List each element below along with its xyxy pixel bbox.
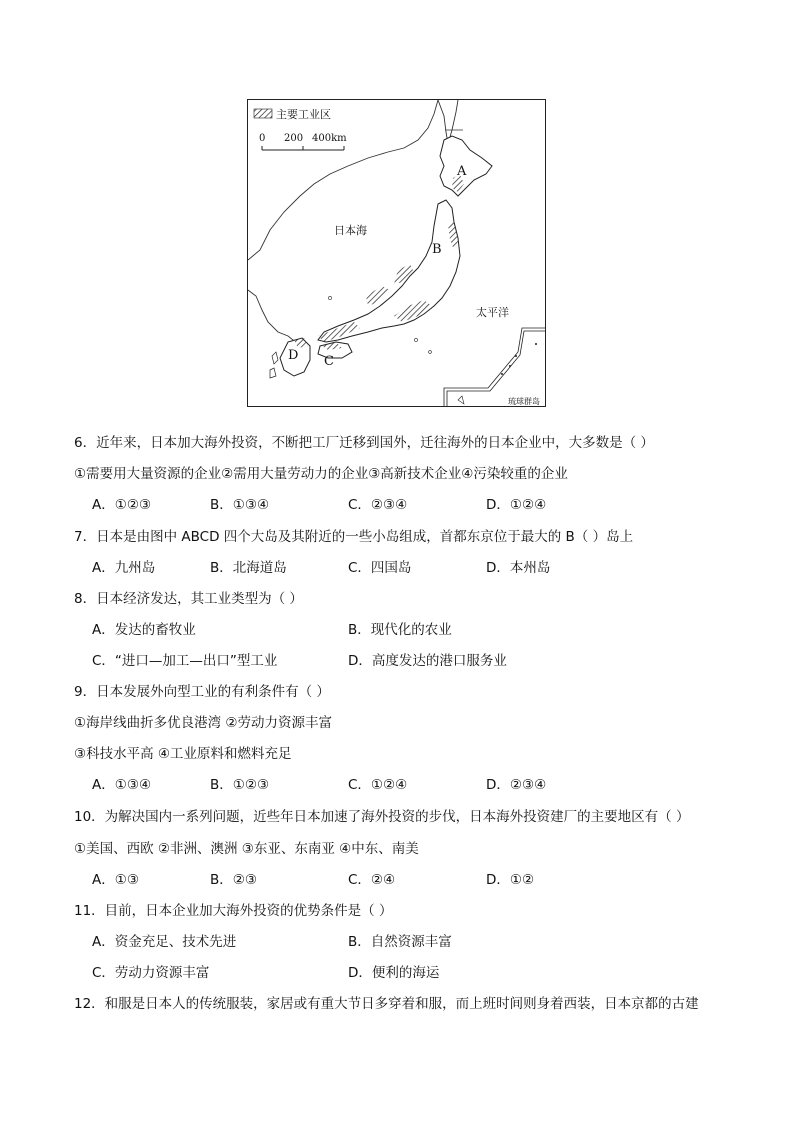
q11-stem: 11．目前，日本企业加大海外投资的优势条件是（ ）: [74, 903, 393, 919]
q8-option-c[interactable]: C．“进口—加工—出口”型工业: [92, 653, 278, 669]
inset-label: 琉球群岛: [508, 397, 540, 406]
q9-option-c[interactable]: C．①②④: [348, 777, 408, 793]
q11-option-a[interactable]: A．资金充足、技术先进: [92, 934, 237, 950]
island-label-b: B: [432, 242, 442, 257]
q11-option-c[interactable]: C．劳动力资源丰富: [92, 965, 210, 981]
legend-hatch-swatch: [254, 109, 272, 118]
legend-label: 主要工业区: [276, 108, 331, 121]
q6-stem: 6．近年来，日本加大海外投资，不断把工厂迁移到国外，迁往海外的日本企业中，大多数是（ ）: [74, 435, 654, 451]
scale-label-200: 200: [284, 133, 304, 144]
q7-option-b[interactable]: B．北海道岛: [210, 560, 287, 576]
q10-option-a[interactable]: A．①③: [92, 872, 139, 888]
q11-option-d[interactable]: D．便利的海运: [348, 965, 440, 981]
q11-option-b[interactable]: B．自然资源丰富: [348, 934, 452, 950]
q12-stem: 12．和服是日本人的传统服装，家居或有重大节日多穿着和服，而上班时间则身着西装，日本京都的古建: [74, 996, 699, 1012]
ocean-label: 太平洋: [476, 306, 509, 319]
sea-label: 日本海: [334, 224, 367, 237]
q10-option-d[interactable]: D．①②: [486, 872, 535, 888]
scale-label-0: 0: [259, 133, 266, 144]
q10-sub: ①美国、西欧 ②非洲、澳洲 ③东亚、东南亚 ④中东、南美: [74, 841, 419, 857]
q9-stem: 9．日本发展外向型工业的有利条件有（ ）: [74, 684, 330, 700]
island-label-c: C: [324, 354, 334, 369]
q7-stem: 7．日本是由图中 ABCD 四个大岛及其附近的一些小岛组成，首都东京位于最大的 B（ ）岛上: [74, 529, 634, 545]
q8-option-b[interactable]: B．现代化的农业: [348, 622, 452, 638]
island-label-d: D: [288, 348, 299, 363]
q10-option-b[interactable]: B．②③: [210, 872, 257, 888]
q6-option-b[interactable]: B．①③④: [210, 497, 270, 513]
q6-option-d[interactable]: D．①②④: [486, 497, 547, 513]
q10-stem: 10．为解决国内一系列问题，近些年日本加速了海外投资的步伐，日本海外投资建厂的主要地区有（ ）: [74, 809, 690, 825]
q7-option-d[interactable]: D．本州岛: [486, 560, 551, 576]
q9-sub2: ③科技水平高 ④工业原料和燃料充足: [74, 746, 292, 762]
q7-option-c[interactable]: C．四国岛: [348, 560, 412, 576]
q8-option-d[interactable]: D．高度发达的港口服务业: [348, 653, 507, 669]
q9-option-d[interactable]: D．②③④: [486, 777, 547, 793]
q8-stem: 8．日本经济发达，其工业类型为（ ）: [74, 591, 303, 607]
q9-option-b[interactable]: B．①②③: [210, 777, 270, 793]
q6-sub: ①需要用大量资源的企业②需用大量劳动力的企业③高新技术企业④污染较重的企业: [74, 466, 568, 482]
island-label-a: A: [457, 164, 467, 179]
q7-option-a[interactable]: A．九州岛: [92, 560, 156, 576]
scale-label-400km: 400km: [312, 133, 347, 144]
q8-option-a[interactable]: A．发达的畜牧业: [92, 622, 196, 638]
q9-option-a[interactable]: A．①③④: [92, 777, 152, 793]
scale-bar: [262, 146, 344, 150]
q10-option-c[interactable]: C．②④: [348, 872, 396, 888]
q6-option-c[interactable]: C．②③④: [348, 497, 408, 513]
japan-map: [247, 99, 546, 407]
q9-sub: ①海岸线曲折多优良港湾 ②劳动力资源丰富: [74, 715, 332, 731]
q6-option-a[interactable]: A．①②③: [92, 497, 152, 513]
